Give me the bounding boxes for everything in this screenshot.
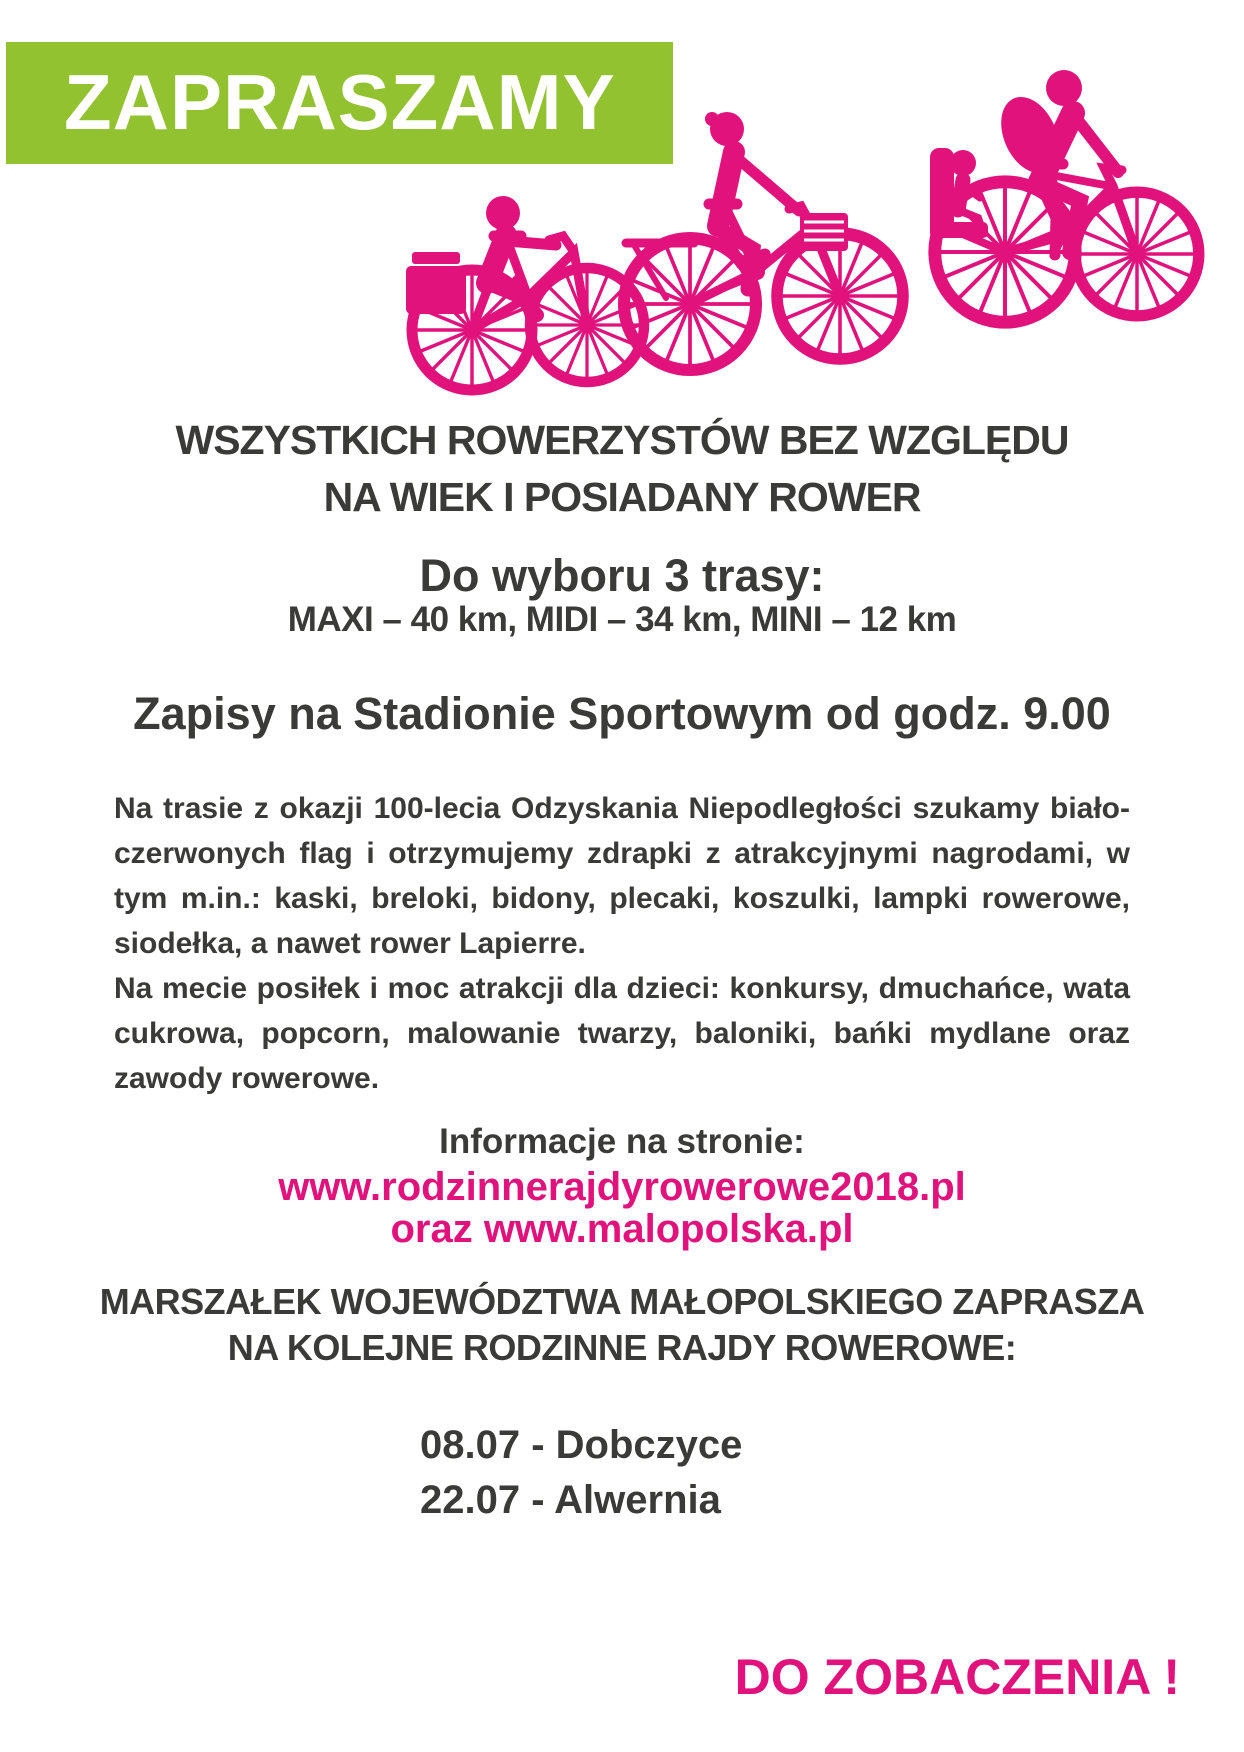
- upcoming-rides-list: [420, 1422, 742, 1532]
- description-paragraph-2: Na mecie posiłek i moc atrakcji dla dzieci: konkursy, dmuchańce, wata cukrowa, popcorn, malowanie twarzy, baloniki, bańki mydlane oraz zawody rowerowe.: [114, 972, 1130, 1095]
- family-cyclists-illustration: [0, 0, 1244, 400]
- headline-line-2: NA WIEK I POSIADANY ROWER: [323, 474, 921, 520]
- invitation-line-2: NA KOLEJNE RODZINNE RAJDY ROWEROWE:: [227, 1327, 1017, 1368]
- registration-info: Zapisy na Stadionie Sportowym od godz. 9.00: [133, 688, 1111, 739]
- website-link-rodzinnerajdyrowerowe[interactable]: www.rodzinnerajdyrowerowe2018.pl: [278, 1165, 966, 1209]
- man-with-child-cyclist-icon: [930, 70, 1199, 322]
- child-cyclist-icon: [406, 196, 644, 390]
- routes-title: Do wyboru 3 trasy:: [419, 550, 825, 601]
- invitation-line-1: MARSZAŁEK WOJEWÓDZTWA MAŁOPOLSKIEGO ZAPRASZA: [99, 1281, 1145, 1322]
- description-paragraph-1: Na trasie z okazji 100-lecia Odzyskania Niepodległości szukamy biało-czerwonych flag i otrzymujemy zdrapki z atrakcyjnymi nagrodami, w tym m.in.: kaski, breloki, bidony, plecaki, koszulki, lampki rowerowe, siodełka, a nawet rower Lapierre.: [114, 792, 1130, 960]
- marshal-invitation: [0, 1279, 1244, 1371]
- info-label: Informacje na stronie:: [439, 1122, 805, 1161]
- routes-options: MAXI – 40 km, MIDI – 34 km, MINI – 12 km: [287, 600, 957, 639]
- banner-title: ZAPRASZAMY: [64, 58, 616, 146]
- website-link-malopolska[interactable]: oraz www.malopolska.pl: [390, 1207, 854, 1251]
- ride-item: 08.07 - Dobczyce: [420, 1423, 743, 1467]
- main-headline: [0, 412, 1244, 526]
- ride-item: 22.07 - Alwernia: [420, 1478, 721, 1522]
- headline-line-1: WSZYSTKICH ROWERZYSTÓW BEZ WZGLĘDU: [175, 417, 1069, 463]
- woman-cyclist-icon: [624, 112, 903, 370]
- event-description: [114, 786, 1130, 1101]
- farewell-message: DO ZOBACZENIA !: [734, 1649, 1180, 1705]
